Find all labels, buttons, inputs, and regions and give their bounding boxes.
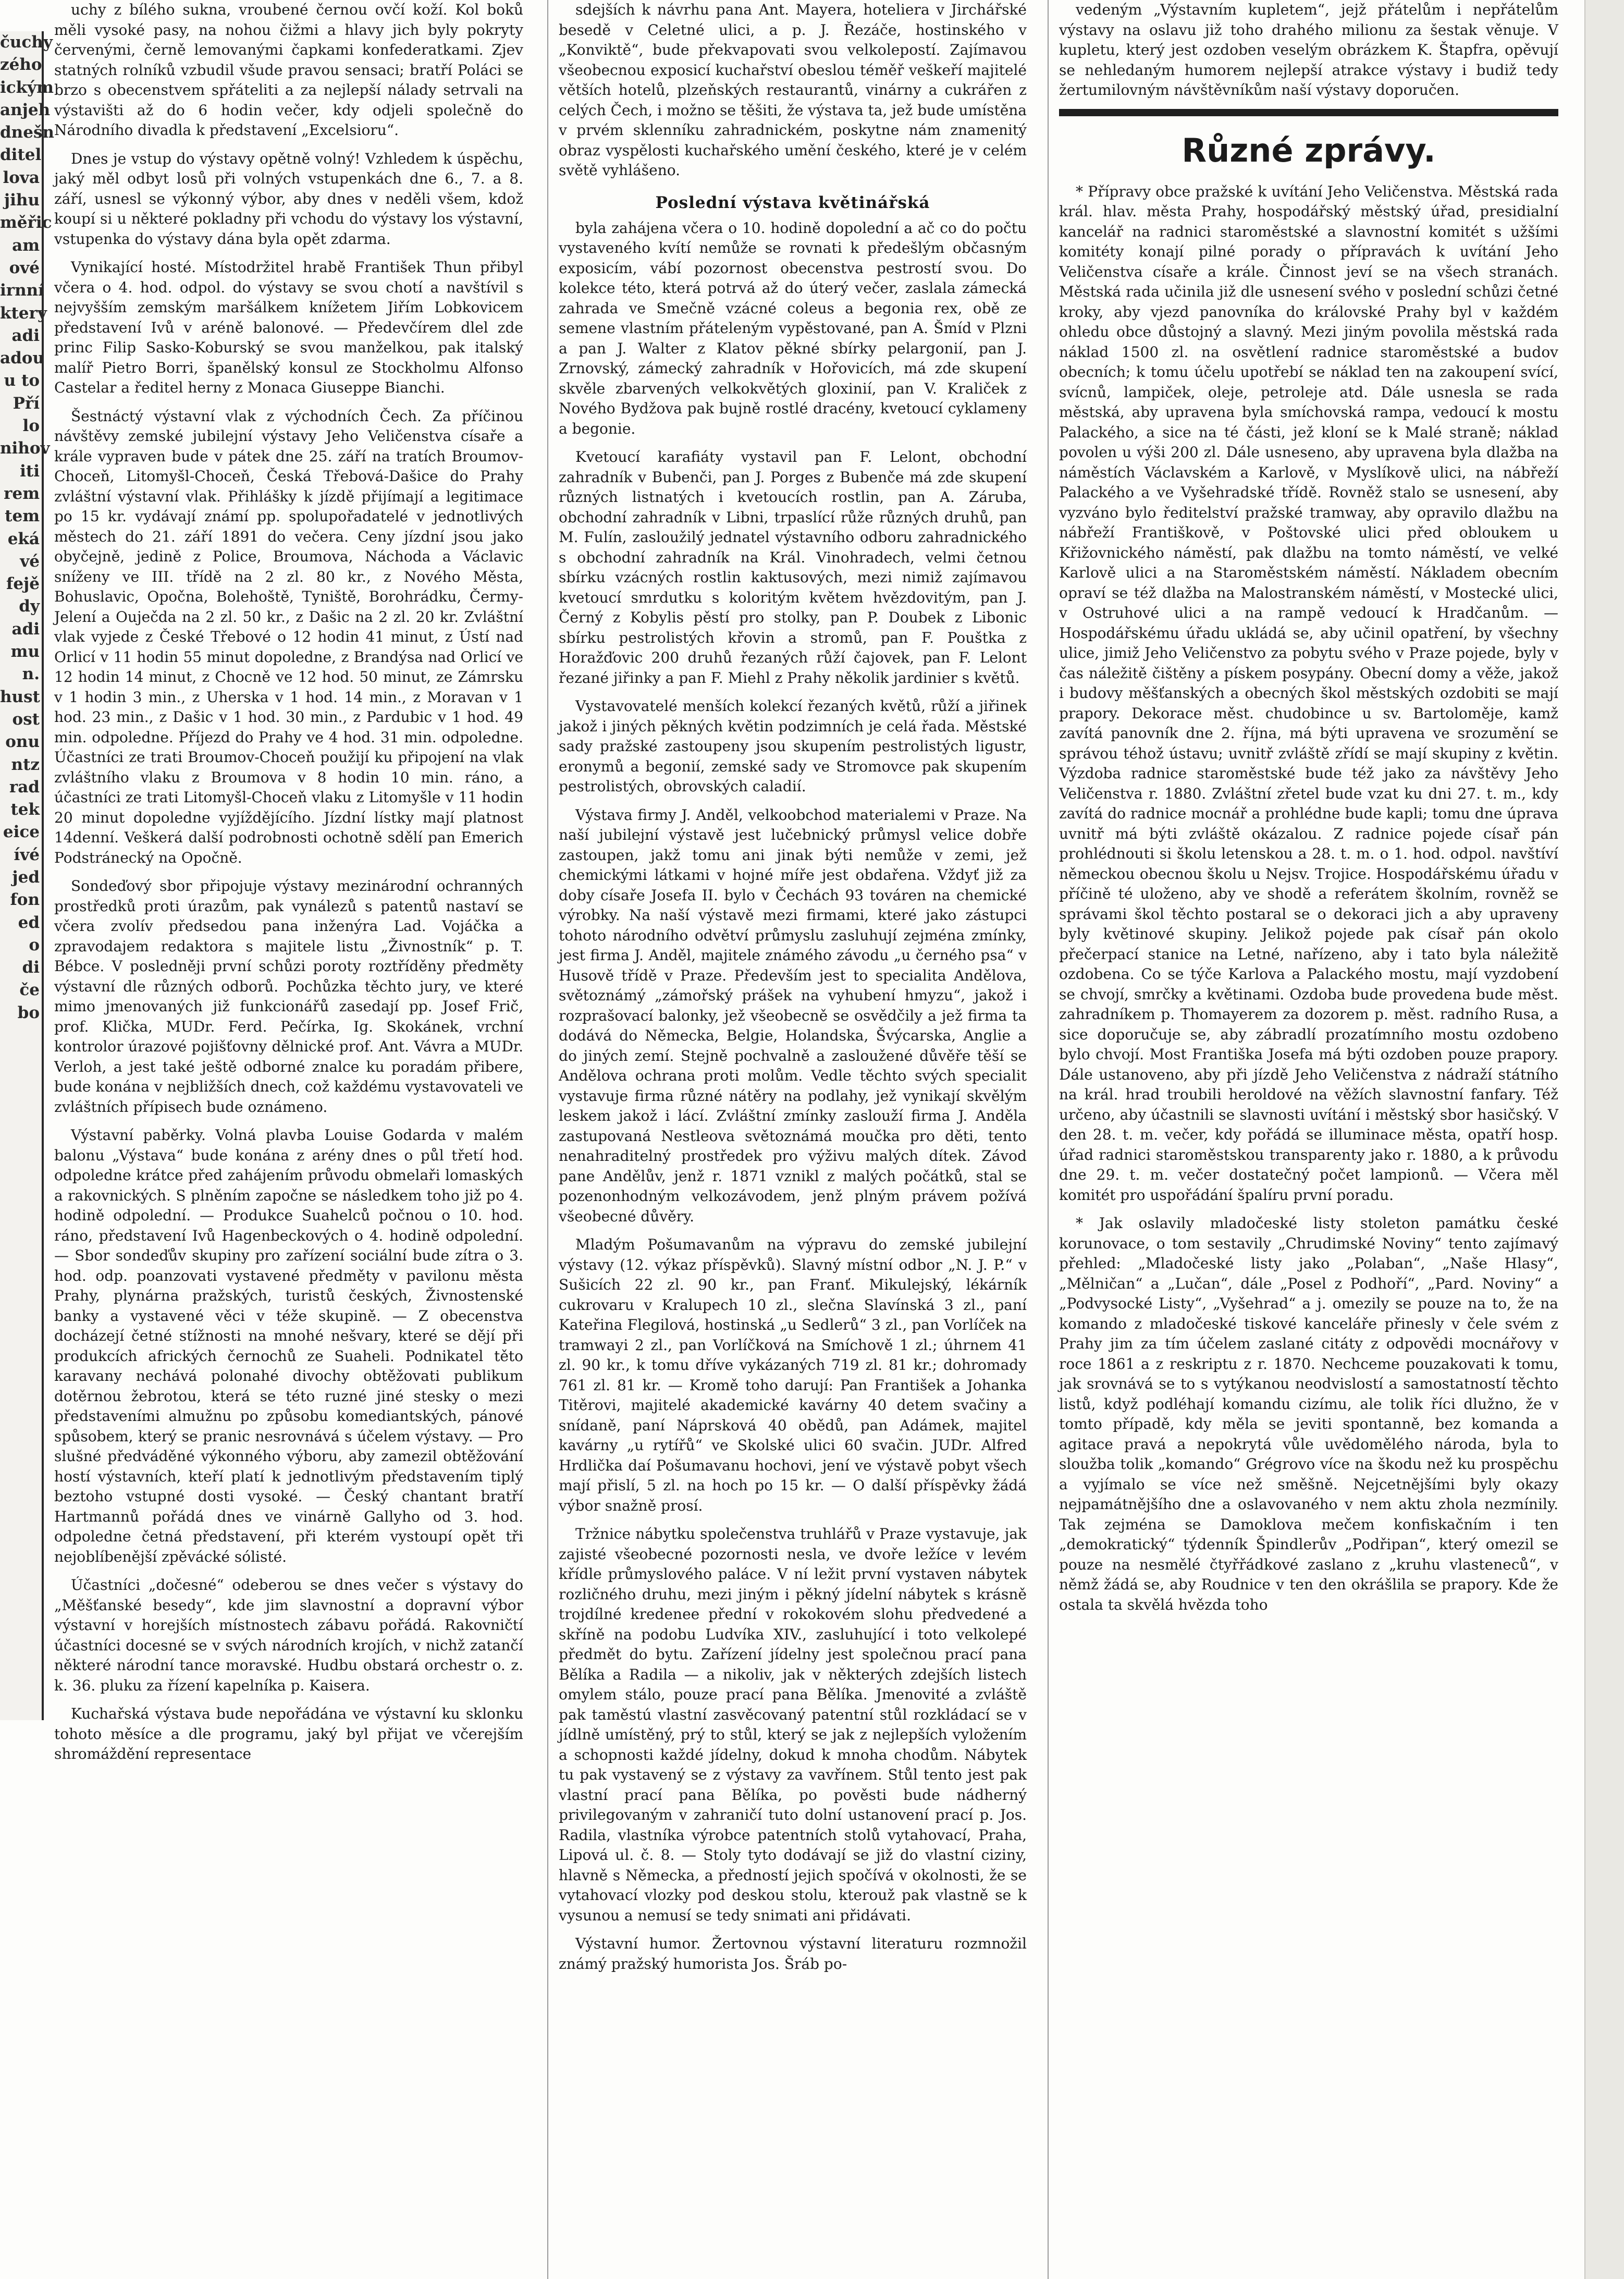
article-paragraph: Tržnice nábytku společenstva truhlářů v Praze vystavuje, jak zajisté všeobecné pozornosti nesla, ve dvoře ležíce v levém křídle průmyslového paláce. V ní ležit první vystaven nábytek rozličného druhu, mezi jiným i pěkný jídelní nábytek s krásně trojdílné kredenee přední v rokokovém slohu předvedené a skříně na podobu Ludvíka XIV., zasluhující i toto velkolepé předmět do bytu. Zařízení jídelny jest společnou prací pana Bělíka a Radila — a nikoliv, jak v některých zdejších listech omylem stálo, pouze prací pana Bělíka. Jmenovité a zvláště pak taměstú vlastní zasvěcovaný patentní stůl rozkládací se v jídlně umístěný, prý to stůl, který se jak z nejlepších vyložením a schopnosti každé jídelny, dokud k mnoha chodům. Nábytek tu pak vystavený se z výstavy za vavřínem. Stůl tento jest pak vlastní prací pana Bělíka, po pověsti bude nádherný privilegovaným v zahraničí tuto dolní ustanovení prací p. Jos. Radila, vlastníka výrobce patentních stolů vytahovací, Praha, Lipová ul. č. 8. — Stoly tyto dodávají se již do vlastní ciziny, hlavně s Německa, a předností jejich spočívá v okolnosti, že se vytahovací vlozky pod deskou stolu, kterouž pak vlastně se k vysunou a nemusí se tedy snimati ani přidávati. xyxy=(559,1525,1027,1924)
article-paragraph: Kvetoucí karafiáty vystavil pan F. Lelont, obchodní zahradník v Bubenči, pan J. Porges z Bubenče má zde skupení různých listnatých i kvetoucích rostlin, pan A. Záruba, obchodní zahradník v Libni, trpaslící růže různých druhů, pan M. Fulín, zasloužilý jednatel výstavního odboru zahradnického s obchodní zahradník na Král. Vinohradech, velmi četnou sbírku vzácných rostlin kaktusových, mezi nimiž zajímavou kvetoucí smrdutku s koloritým květem hvězdovitým, pan J. Černý z Kobylis pěstí pro stolky, pan P. Doubek z Libonic sbírku pestrolistých křovin a stromů, pan F. Pouštka z Horažďovic 200 druhů řezaných růží čajovek, pan F. Lelont řezané jiřinky a pan F. Miehl z Prahy několik jardinier s květů. xyxy=(559,448,1027,687)
previous-page-fragment: hust xyxy=(0,687,40,706)
article-paragraph: * Přípravy obce pražské k uvítání Jeho Veličenstva. Městská rada král. hlav. města Prahy, hospodářský městský úřad, presidialní kancelář na radnici staroměstské a slavnostní komitét s užšími komitéty konají pilné porady o přípravách k uvítání Jeho Veličenstva císaře a krále. Činnost jeví se na všech stranách. Městská rada učinila již dle usnesení svého v poslední schůzi četné kroky, aby vjezd panovníka do královské Prahy byl v každém ohledu obce důstojný a slavný. Mezi jiným povolila městská rada náklad 1500 zl. na osvětlení radnice staroměstské a budov obecních; k tomu účelu upotřebí se náklad ten na zakoupení svící, svícnů, lampiček, oleje, petroleje atd. Dále usnesla se rada městská, aby upravena byla smíchovská rampa, vedoucí k mostu Palackého, a sice na té části, jež kloní se k Malé straně; náklad povolen u výši 200 zl. Dále usneseno, aby upravena byla dlažba na náměstích Václavském a Karlově, v Myslíkově ulici, na nábřeží Palackého a ve Vyšehradské třídě. Rovněž stalo se usnesení, aby vyzváno bylo ředitelství pražské tramway, aby opravilo dlažbu na nábřeží Františkově, v Poštovské ulici před obloukem u Křižovnického náměstí, pak dlažbu na tomto náměstí, ve velké Karlově ulici a na Staroměstském náměstí. Nákladem obecním opraví se též dlažba na Malostranském náměstí, v Mostecké ulici, v Ostruhové ulici a na rampě vedoucí k Hradčanům. — Hospodářskému úřadu ukládá se, aby učinil opatření, by všechny ulice, jimiž Jeho Veličenstvo za pobytu svého v Praze pojede, byly v čas náležitě čištěny a pískem posypány. Obecní domy a věže, jakož i budovy měšťanských a obecných škol městských ozdobiti se mají prapory. Dekorace měst. chudobince u sv. Bartoloměje, kamž zavítá panovník dne 2. října, má býti upravena ve srozumění se správou téhož ústavu; uvnitř zvláště zřídí se mají skupiny z květin. Výzdoba radnice staroměstské bude též jako za návštěvy Jeho Veličenstva r. 1880. Zvláštní zřetel bude vzat ku dni 27. t. m., kdy zavítá do radnice mocnář a prohlédne bude kapli; tomu dne úprava uvnitř má býti zvláště okázalou. Z radnice pojede císař pán prohlédnouti si školu letenskou a 28. t. m. o 1. hod. odpol. navštíví německou obecnou školu u Nejsv. Trojice. Hospodářskému úřadu v příčině té uloženo, aby ve shodě a referátem školním, rovněž se správami škol těchto postaral se o dekoraci jich a aby upraveny byly květinové skupiny. Jelikož pojede pak císař pán okolo přečerpací stanice na Letné, nařízeno, aby i tato byla náležitě ozdobena. Co se týče Karlova a Palackého mostu, mají vyzdobení se chvojí, smrčky a květinami. Ozdoba bude provedena bude měst. zahradníkem p. Thomayerem za dozorem p. měst. radního Rusa, a sice doporučuje se, aby zábradlí prozatímního mostu ozdobeno bylo chvojí. Most Františka Josefa má býti ozdoben pouze prapory. Dále ustanoveno, aby při jízdě Jeho Veličenstva z nádraží státního na král. hrad troubili heroldové na věžích slavnostní fanfary. Též určeno, aby účastnili se slavnosti uvítání i městský sbor hasičský. V den 28. t. m. večer, kdy pořádá se illuminace města, opatří hosp. úřad radnici staroměstskou transparenty jako r. 1880, a k průvodu dne 29. t. m. večer dostatečný počet lampionů. — Včera měl komitét pro uspořádání špalíru první poradu. xyxy=(1059,182,1558,1204)
previous-page-fragment: adou xyxy=(0,349,44,368)
previous-page-fragment: am xyxy=(12,236,40,255)
column-2 xyxy=(547,0,1027,2279)
article-paragraph: Vystavovatelé menších kolekcí řezaných květů, růží a jiřinek jakož i jiných pěkných květin podzimních je celá řada. Městské sady pražské zastoupeny jsou skupením pestrolistých ligustr, eronymů a begonií, zemské sady ve Stromovce pak skupením pestrolistých, obrovských caladií. xyxy=(559,697,1027,795)
previous-page-fragment: lo xyxy=(22,416,40,436)
previous-page-edge xyxy=(0,31,54,1720)
article-heading: Poslední výstava květinářská xyxy=(655,193,930,212)
previous-page-fragment: o xyxy=(29,935,40,954)
previous-page-fragment: Pří xyxy=(13,394,40,413)
article-paragraph: byla zahájena včera o 10. hodině dopolední a ač co do počtu vystaveného kvítí nemůže se rovnati k předešlým občasným exposicím, vábí pozornost obecenstva pestrostí svou. Do kolekce této, která potrvá až do úterý večer, zaslala zámecká zahrada ve Smečně vzácné coleus a begonia rex, obě ze semene vlastním přáteleným vypěstované, pan A. Šmíd v Plzni a pan J. Walter z Klatov pěkné sbírky pelargonií, pan J. Zrnovský, zámecký zahradník v Hořovicích, má zde skupení skvěle zbarvených velkokvětých gloxinií, pan V. Kraliček z Nového Bydžova pak bujně rostlé dracény, kvetoucí cyklameny a begonie. xyxy=(559,219,1027,437)
previous-page-fragment: tem xyxy=(5,507,40,526)
previous-page-fragment: eká xyxy=(7,529,40,548)
previous-page-fragment: u to xyxy=(4,371,40,390)
previous-page-fragment: fejě xyxy=(6,574,40,594)
previous-page-fragment: mu xyxy=(10,642,40,661)
article-paragraph: sdejších k návrhu pana Ant. Mayera, hoteliera v Jirchářské besedě v Celetné ulici, a p. J. Řezáče, hostinského v „Konviktě“, bude překvapovati svou velkolepostí. Zajímavou všeobecnou exposicí kuchařství obeslou téměř veškeří majitelé větších hotelů, plzeňských restaurantů, vinárny a cukrářen z celých Čech, i možno se těšiti, že výstava ta, jež bude umístěna v prvém sklenníku zahradnickém, poskytne nám znamenitý obraz vyspělosti kuchařského umění českého, které je v celém světě vyhlášeno. xyxy=(559,1,1027,179)
previous-page-fragment: dnešn xyxy=(0,123,54,142)
previous-page-fragment: nihov xyxy=(0,439,50,458)
previous-page-fragment: ed xyxy=(18,913,40,932)
previous-page-fragment: rem xyxy=(4,484,40,503)
previous-page-fragment: fon xyxy=(10,890,40,910)
previous-page-fragment: zého xyxy=(0,55,42,75)
article-paragraph: Šestnáctý výstavní vlak z východních Čech. Za příčinou návštěvy zemské jubilejní výstavy Jeho Veličenstva císaře a krále vypraven bude v pátek dne 25. září na tratích Broumov-Choceň, Litomyšl-Choceň, Česká Třebová-Dašice do Prahy zvláštní výstavní vlak. Přihlášky k jízdě přijímají a legitimace po 15 kr. vydávají známí pp. spolupořadatelé v jednotlivých městech do 21. září 1891 do večera. Ceny jízdní jsou jako obyčejně, jedině z Police, Broumova, Náchoda a Václavic sníženy ve III. třídě na 2 zl. 80 kr., z Nového Města, Bohuslavic, Opočna, Bolehoště, Tyniště, Borohrádku, Čermy-Jelení a Ouječda na 2 zl. 50 kr., z Dašic na 2 zl. 20 kr. Zvláštní vlak vyjede z České Třebové o 12 hodin 41 minut, z Ústí nad Orlicí v 11 hodin 55 minut dopoledne, z Brandýsa nad Orlicí ve 12 hodin 14 minut, z Chocně ve 12 hod. 50 minut, ze Zámrsku v 1 hodin 3 min., z Uherska v 1 hod. 14 min., z Moravan v 1 hod. 23 min., z Dašic v 1 hod. 30 min., z Pardubic v 1 hod. 49 min. odpoledne. Příjezd do Prahy ve 4 hod. 31 min. odpoledne. Účastníci ze trati Broumov-Choceň použijí ku připojení na vlak zvláštního vlaku z Broumova v 8 hodin 10 min. ráno, a účastníci ze trati Litomyšl-Choceň vlaku z Litomyšle v 11 hodin 20 minut dopoledne vyjíždějícího. Jízdní lístky mají platnost 14denní. Veškerá další podrobnosti ochotně sdělí pan Emerich Podstránecký na Opočně. xyxy=(54,407,523,866)
article-paragraph: Vynikající hosté. Místodržitel hrabě František Thun přibyl včera o 4. hod. odpol. do výstavy se svou chotí a navštívil s nejvyšším zemským maršálkem knížetem Jiřím Lobkovicem představení Ivů v aréně balonové. — Předevčírem dlel zde princ Filip Sasko-Koburský se svou manželkou, pak italský malíř Pietro Borri, španělský konsul ze Stockholmu Alfonso Castelar a ředitel herny z Monaca Giuseppe Bianchi. xyxy=(54,259,523,396)
article-paragraph: Účastníci „dočesné“ odeberou se dnes večer s výstavy do „Měšťanské besedy“, kde jim slavnostní a dopravní výbor výstavní v horejších místnostech zábavu pořádá. Rakovničtí účastníci docesné se v svých národních krojích, v nichž zatančí některé národní tance moravské. Hudbu obstará orchestr o. z. k. 36. pluku za řízení kapelníka p. Kaisera. xyxy=(54,1576,523,1694)
previous-page-fragment: di xyxy=(22,958,40,977)
previous-page-fragment: jihu xyxy=(4,191,40,210)
article-paragraph: vedeným „Výstavním kupletem“, jejž přátelům i nepřátelům výstavy na oslavu již toho drahého milionu za šestak věnuje. V kupletu, který jest ozdoben veselým obrázkem K. Štapfra, opěvují se nehledaným humorem nejlepší atrakce výstavy i budiž tedy žertumilovným návštěvníkům naší výstavy doporučen. xyxy=(1059,1,1558,99)
previous-page-fragment: irnní xyxy=(0,281,44,300)
article-paragraph: Výstavní paběrky. Volná plavba Louise Godarda v malém balonu „Výstava“ bude konána z arény dnes o půl třetí hod. odpoledne krátce před zahájením průvodu obmelaři lomaských a rakovnických. S plněním započne se následkem toho již po 4. hodině odpolední. — Produkce Suahelců počnou o 10. hod. ráno, představení Ivů Hagenbeckových o 4. hodině odpolední. — Sbor sondeďův skupiny pro zařízení sociální bude zítra o 3. hod. odp. poanzovati vystavené předměty v pavilonu města Prahy, plynárna pražských, turistů českých, Živnostenské banky a vystavené věci v téže skupině. — Z obecenstva docházejí četné stížnosti na mnohé nešvary, které se dějí při produkcích afrických černochů ze Suaheli. Podnikatel těto karavany nechává polonahé divochy obtěžovati publikum dotěrnou žebrotou, která se této ruzné jiné stesky o mezi představeními almužnu po způsobu komediantských, pánové spůsobem, který se pranic nesrovnává s účelem výstavy. — Pro slušné předváděné výkonného výboru, aby zamezil obtěžování hostí výstavních, kteří platí k jednotlivým představením tiplý beztoho vstupné dosti vysoké. — Český chantant bratří Hartmannů pořádá dnes ve vinárně Gallyho od 3. hod. odpoledne četná představení, při kterém vystoupí opět tři nejoblíbenější zpěvácké sólisté. xyxy=(54,1126,523,1565)
section-title: Různé zprávy. xyxy=(1182,131,1436,169)
article-paragraph: Výstavní humor. Žertovnou výstavní literaturu rozmnožil známý pražský humorista Jos. Šráb po- xyxy=(559,1935,1027,1972)
previous-page-fragment: iti xyxy=(20,461,40,481)
article-paragraph: Kuchařská výstava bude nepořádána ve výstavní ku sklonku tohoto měsíce a dle programu, jaký byl přijat ve včerejším shromáždění representace xyxy=(54,1705,523,1762)
previous-page-fragment: n. xyxy=(22,665,40,684)
previous-page-fragment: čuchy xyxy=(0,33,53,52)
previous-page-fragment: bo xyxy=(17,1003,40,1022)
column-3 xyxy=(1048,0,1558,2279)
previous-page-fragment: anjeh xyxy=(0,100,51,119)
previous-page-fragment: měřic xyxy=(0,213,52,232)
previous-page-fragment: lova xyxy=(3,168,40,187)
previous-page-fragment: tek xyxy=(10,800,40,819)
previous-page-fragment: vé xyxy=(20,552,40,571)
page-margin xyxy=(1584,0,1624,2279)
previous-page-fragment: dy xyxy=(19,597,40,616)
article-paragraph: Dnes je vstup do výstavy opětně volný! Vzhledem k úspěchu, jaký měl odbyt losů při volných vstupenkách dne 6., 7. a 8. září, usnesl se výkonný výbor, aby dnes v neděli všem, kdož koupí si u některé pokladny při vchodu do výstavy los výstavní, vstupenka do výstavy dána byla opět zdarma. xyxy=(54,150,523,248)
previous-page-fragment: ntz xyxy=(11,755,40,774)
previous-page-fragment: če xyxy=(19,981,40,1000)
previous-page-fragment: ové xyxy=(9,258,40,277)
column-1 xyxy=(54,0,523,2279)
previous-page-fragment: eice xyxy=(3,823,40,842)
article-paragraph: Sondeďový sbor připojuje výstavy mezinárodní ochranných prostředků proti úrazům, pak vynálezů s patentů nastaví se včera zvolív předsedou pana inženýra Lad. Vojáčka a zpravodajem redaktora s majitele listu „Živnostník“ p. T. Bébce. V posledněji první schůzi poroty roztříděny předměty výstavní dle různých odborů. Pochůzka těchto jury, ve které mimo jmenovaných již funkcionářů zasedají pp. Josef Frič, prof. Klička, MUDr. Ferd. Pečírka, Ig. Skokánek, vrchní kontrolor úrazové pojišťovny dělnické prof. Ant. Vávra a MUDr. Verloh, a jest také ještě odborné znalce ku poradám přibere, bude konána v nejbližších dnech, což každému vystavovateli ve zvláštních přípisech bude oznámeno. xyxy=(54,877,523,1116)
previous-page-fragment: jed xyxy=(12,867,40,887)
article-paragraph: uchy z bílého sukna, vroubené černou ovčí koží. Kol boků měli vysoké pasy, na nohou čižmi a hlavy jich byly pokryty červenými, černě lemovanými čapkami konfederatkami. Zjev statných rolníků vzbudil všude pravou sensaci; bratří Poláci se brzo s obecenstvem spřáteliti a za nejlepší nálady setrvali na výstavišti až do 6 hodin večer, kdy odjeli společně do Národního divadla k představení „Excelsioru“. xyxy=(54,1,523,139)
previous-page-fragment: ívé xyxy=(14,845,40,864)
article-paragraph: * Jak oslavily mladočeské listy stoleton památku české korunovace, o tom sestavily „Chrudimské Noviny“ tento zajímavý přehled: „Mladočeské listy jako „Polaban“, „Naše Hlasy“, „Mělničan“ a „Lučan“, dále „Posel z Podhoří“, „Pard. Noviny“ a „Podvysocké Listy“, „Vyšehrad“ a j. omezily se pouze na to, že na komando z mladočeské tiskové kanceláře přinesly v čele svém z Prahy jim za tím účelem zaslané citáty z odpovědi mocnářovy v roce 1861 a z reskriptu z r. 1870. Nechceme pouzakovati k tomu, jak srovnává se to s vytýkanou neodvislostí a samostatností těchto listů, když podléhají komandu cizímu, ale tolik říci dlužno, že v tomto případě, kdy měla se jeviti spontanně, bez komanda a agitace pravá a nepokrytá vůle uvědomělého národa, byla to sloužba tolik „komando“ Grégrovo více na škodu než ku prospěchu a vyjímalo se více než směšně. Nejcetnějšími byly okazy nejpamátnějšího dne a oslavovaného v nem aktu zhola nezmínily. Tak zejména se Damoklova mečem konfiskačním i ten „demokratický“ týdenník Špindlerův „Podřipan“, který omezil se pouze na nesmělé čtyřřádkové zaslano z „kruhu vlasteneců“, v němž žádá se, aby Roudnice v ten den okrášlila se prapory. Kde že ostala ta skvělá hvězda toho xyxy=(1059,1215,1558,1613)
article-paragraph: Výstava firmy J. Anděl, velkoobchod materialemi v Praze. Na naší jubilejní výstavě jest lučebnický průmysl velice dobře zastoupen, jakž tomu ani jinak býti nemůže v zemi, jež chemickými látkami v hojné míře jest obdařena. Vždyť již za doby císaře Josefa II. bylo v Čechách 93 továren na chemické výrobky. Na naší výstavě mezi firmami, které jako zástupci tohoto národního odvětví průmyslu zasluhují zejména zmínky, jest firma J. Anděl, majitele známého závodu „u černého psa“ v Husově třídě v Praze. Především jest to specialita Andělova, světoznámý „zámořský prášek na vyhubení hmyzu“, jakož i rozprašovací balonky, jež všeobecně se osvědčily a jež firma ta dodává do Německa, Belgie, Holandska, Švýcarska, Anglie a do jiných zemí. Stejně pochvalně a zasloužené důvěře těší se Andělova ochrana proti molům. Vedle těchto svých specialit vystavuje firma různé nátěry na podlahy, jež vynikají skvělým leskem jakož i lácí. Zvláštní zmínky zaslouží firma J. Anděla zastupovaná Nestleova světoznámá moučka pro děti, tento nenahraditelný prostředek pro výživu malých dítek. Závod pane Andělův, jenž r. 1871 vznikl z malých počátků, stal se pozenonhodným velkozávodem, jenž plným právem požívá všeobecné důvěry. xyxy=(559,806,1027,1225)
previous-page-fragment: onu xyxy=(5,732,40,752)
article-paragraph: Mladým Pošumavanům na výpravu do zemské jubilejní výstavy (12. výkaz příspěvků). Slavný místní odbor „N. J. P.“ v Sušicích 22 zl. 90 kr., pan Franť. Mikulejský, lékárník cukrovaru v Kralupech 10 zl., slečna Slavínská 3 zl., paní Kateřina Flegilová, hostinská „u Sedlerů“ 3 zl., pan Vorlíček na tramwayi 2 zl., pan Vorlíčková na Smíchově 1 zl.; úhrnem 41 zl. 90 kr., k tomu dříve vykázaných 719 zl. 81 kr.; dohromady 761 zl. 81 kr. — Kromě toho darují: Pan František a Johanka Titěrovi, majitelé akademické kavárny 40 detem svačiny a snídaně, paní Náprsková 40 obědů, pan Adámek, majitel kavárny „u rytířů“ ve Skolské ulici 60 svačin. JUDr. Alfred Hrdlička daí Pošumavanu hochovi, jení ve výstavě pobyt všech mají přislí, 5 zl. na hoch po 15 kr. — O další příspěvky žádá výbor snažně prosí. xyxy=(559,1236,1027,1514)
previous-page-fragment: ditel xyxy=(0,145,42,165)
previous-page-fragment: adi xyxy=(11,619,40,639)
previous-page-fragment: ost xyxy=(12,709,40,729)
previous-page-fragment: adi xyxy=(11,326,40,345)
section-divider xyxy=(1059,109,1558,116)
previous-page-fragment: ickým xyxy=(0,78,54,97)
previous-page-fragment: rad xyxy=(9,777,40,797)
previous-page-fragment: ktery xyxy=(0,303,47,323)
